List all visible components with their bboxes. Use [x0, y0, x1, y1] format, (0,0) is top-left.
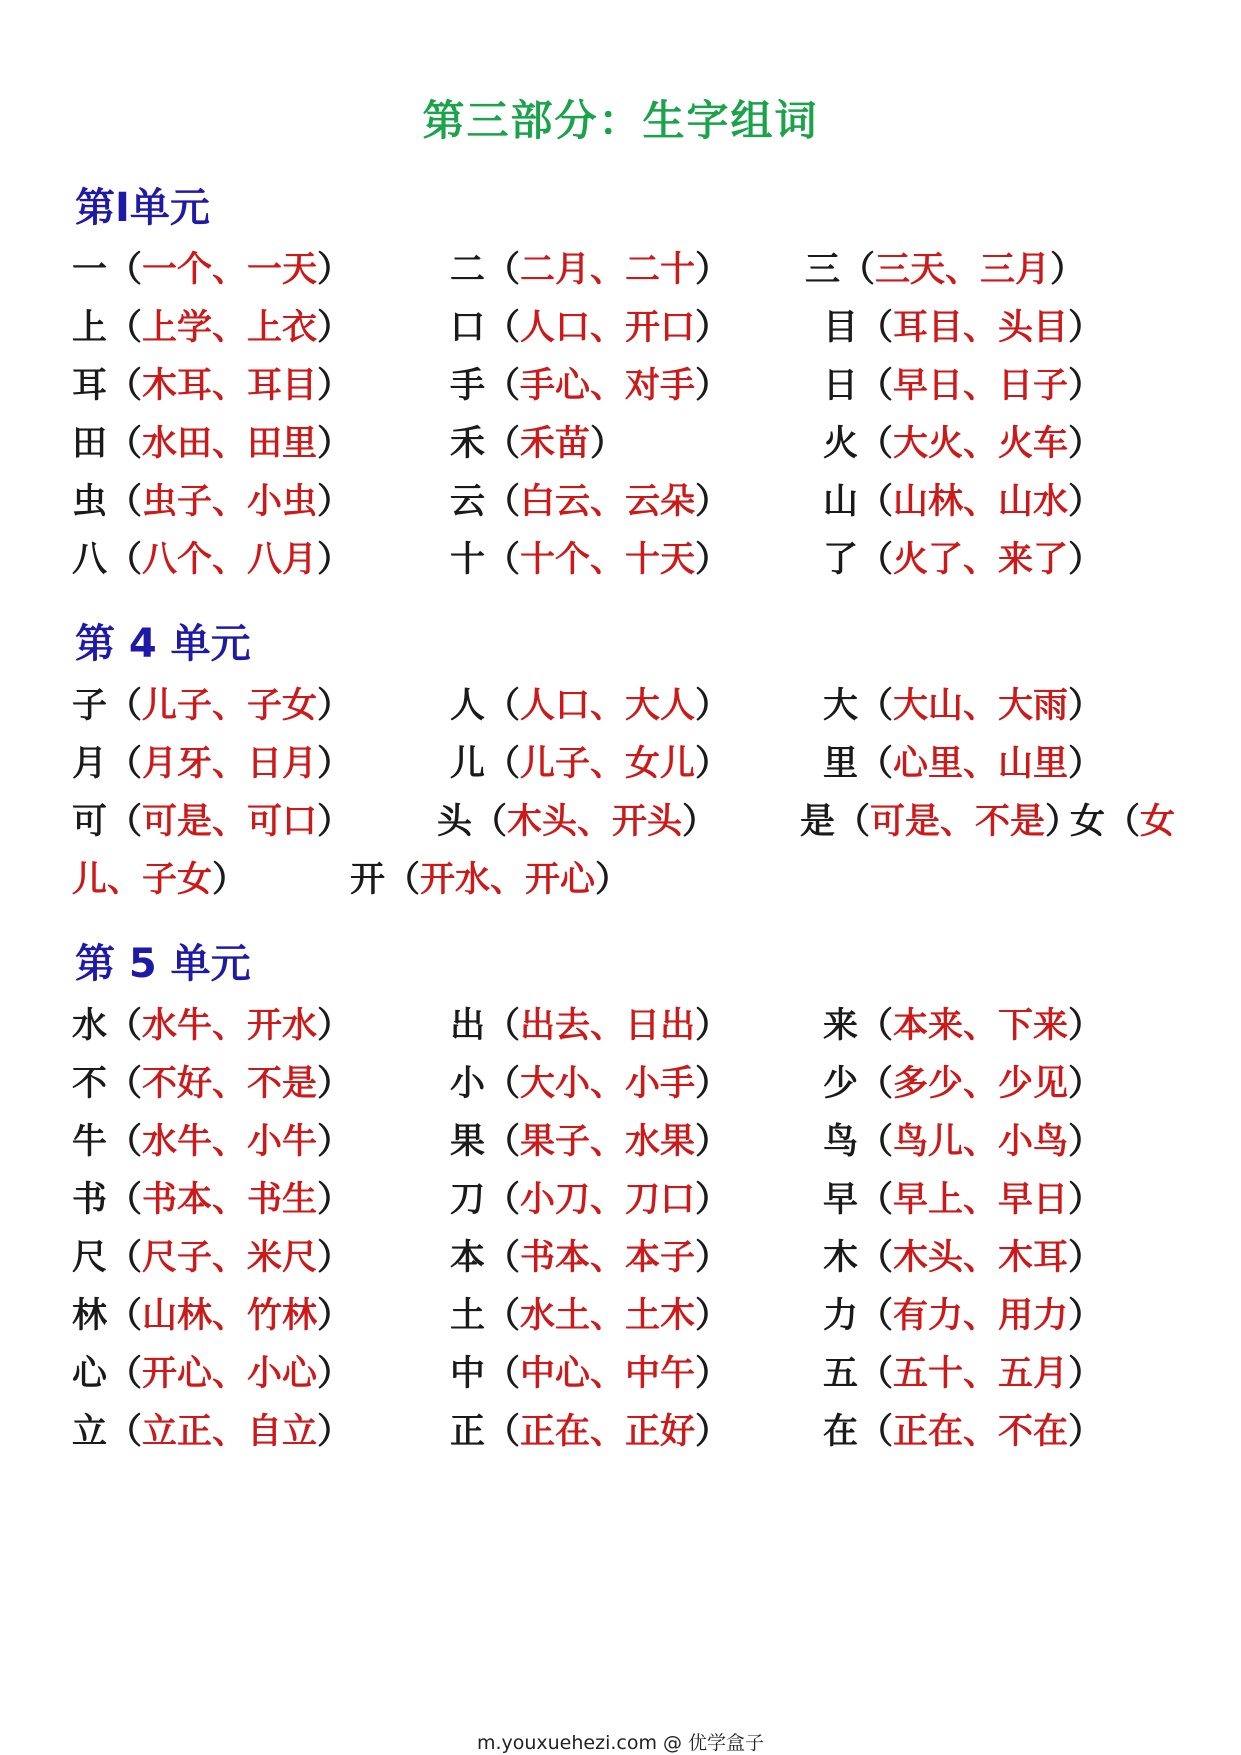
entry-char: 大 [823, 686, 859, 726]
entry-char: 鸟 [823, 1122, 859, 1162]
table-row [0, 1170, 1241, 1230]
list-item: 可（可是、可口） [72, 802, 353, 842]
entry-words: 水土、土木 [520, 1296, 696, 1336]
entry-words: 山林、山水 [893, 482, 1069, 522]
entry-words: 鸟儿、小鸟 [893, 1122, 1069, 1162]
section-title-unit-5: 第 5 单元 [75, 941, 251, 987]
entry-char: 书 [72, 1180, 108, 1220]
footer-watermark: m.youxuehezi.com @ 优学盒子 [476, 1732, 765, 1754]
entry-char: 小 [450, 1064, 486, 1104]
entry-char: 山 [823, 482, 859, 522]
entry-words: 大火、火车 [893, 424, 1069, 464]
list-item: 刀（小刀、刀口） [450, 1180, 731, 1220]
entry-words: 水牛、小牛 [142, 1122, 318, 1162]
list-item-wrapped-start: 女（女 [1070, 802, 1176, 842]
entry-char: 心 [72, 1354, 108, 1394]
list-item: 土（水土、土木） [450, 1296, 731, 1336]
table-row [0, 1112, 1241, 1172]
entry-char: 里 [823, 744, 859, 784]
list-item: 出（出去、日出） [450, 1006, 731, 1046]
table-row [0, 734, 1241, 794]
entry-words: 虫子、小虫 [142, 482, 318, 522]
list-item: 八（八个、八月） [72, 540, 353, 580]
entry-char: 力 [823, 1296, 859, 1336]
list-item: 头（木头、开头） [437, 802, 718, 842]
list-item: 早（早上、早日） [823, 1180, 1104, 1220]
list-item: 木（木头、木耳） [823, 1238, 1104, 1278]
entry-words: 火了、来了 [893, 540, 1069, 580]
entry-char: 开 [350, 860, 386, 900]
entry-words: 白云、云朵 [520, 482, 696, 522]
entry-char: 可 [72, 802, 108, 842]
entry-char: 尺 [72, 1238, 108, 1278]
entry-words: 果子、水果 [520, 1122, 696, 1162]
page-title: 第三部分：生字组词 [422, 96, 819, 145]
entry-char: 禾 [450, 424, 486, 464]
entry-char: 月 [72, 744, 108, 784]
entry-words: 不好、不是 [142, 1064, 318, 1104]
entry-char: 牛 [72, 1122, 108, 1162]
entry-words: 正在、不在 [893, 1412, 1069, 1452]
list-item: 五（五十、五月） [823, 1354, 1104, 1394]
entry-char: 头 [437, 802, 473, 842]
list-item: 上（上学、上衣） [72, 308, 353, 348]
entry-words: 本来、下来 [893, 1006, 1069, 1046]
list-item: 里（心里、山里） [823, 744, 1104, 784]
entry-char: 是 [800, 802, 836, 842]
list-item: 人（人口、大人） [450, 686, 731, 726]
entry-char: 口 [450, 308, 486, 348]
entry-char: 少 [823, 1064, 859, 1104]
table-row [0, 240, 1241, 300]
entry-words: 十个、十天 [520, 540, 696, 580]
list-item: 在（正在、不在） [823, 1412, 1104, 1452]
entry-char: 中 [450, 1354, 486, 1394]
entry-words: 儿子、女儿 [520, 744, 696, 784]
list-item: 一（一个、一天） [72, 250, 353, 290]
entry-char: 不 [72, 1064, 108, 1104]
entry-char: 立 [72, 1412, 108, 1452]
list-item: 子（儿子、子女） [72, 686, 353, 726]
entry-words: 一个、一天 [142, 250, 318, 290]
table-row [0, 298, 1241, 358]
entry-words: 五十、五月 [893, 1354, 1069, 1394]
list-item: 十（十个、十天） [450, 540, 731, 580]
list-item: 了（火了、来了） [823, 540, 1104, 580]
list-item: 小（大小、小手） [450, 1064, 731, 1104]
section-title-unit-1: 第Ⅰ单元 [75, 185, 210, 231]
entry-words: 人口、开口 [520, 308, 696, 348]
entry-char: 田 [72, 424, 108, 464]
table-row [0, 1286, 1241, 1346]
entry-char: 一 [72, 250, 108, 290]
list-item: 林（山林、竹林） [72, 1296, 353, 1336]
entry-char: 出 [450, 1006, 486, 1046]
table-row [0, 1402, 1241, 1462]
entry-words: 禾苗 [520, 424, 591, 464]
list-item: 鸟（鸟儿、小鸟） [823, 1122, 1104, 1162]
list-item: 水（水牛、开水） [72, 1006, 353, 1046]
list-item: 月（月牙、日月） [72, 744, 353, 784]
entry-char: 十 [450, 540, 486, 580]
entry-words: 开水、开心 [420, 860, 596, 900]
entry-words: 月牙、日月 [142, 744, 318, 784]
entry-words: 二月、二十 [520, 250, 696, 290]
entry-char: 五 [823, 1354, 859, 1394]
table-row [0, 1344, 1241, 1404]
entry-char: 林 [72, 1296, 108, 1336]
table-row [0, 530, 1241, 590]
list-item: 不（不好、不是） [72, 1064, 353, 1104]
entry-char: 人 [450, 686, 486, 726]
table-row [0, 792, 1241, 852]
list-item: 开（开水、开心） [350, 860, 631, 900]
entry-words: 儿、子女 [72, 860, 213, 900]
entry-words: 八个、八月 [142, 540, 318, 580]
entry-words: 书本、本子 [520, 1238, 696, 1278]
entry-words: 中心、中午 [520, 1354, 696, 1394]
entry-char: 日 [823, 366, 859, 406]
table-row [0, 996, 1241, 1056]
entry-char: 子 [72, 686, 108, 726]
entry-char: 在 [823, 1412, 859, 1452]
list-item: 心（开心、小心） [72, 1354, 353, 1394]
entry-words: 大小、小手 [520, 1064, 696, 1104]
list-item: 立（立正、自立） [72, 1412, 353, 1452]
entry-words: 儿子、子女 [142, 686, 318, 726]
entry-char: 耳 [72, 366, 108, 406]
list-item: 禾（禾苗） [450, 424, 626, 464]
entry-words: 尺子、米尺 [142, 1238, 318, 1278]
entry-char: 了 [823, 540, 859, 580]
entry-char: 女 [1070, 802, 1106, 842]
list-item: 书（书本、书生） [72, 1180, 353, 1220]
list-item: 口（人口、开口） [450, 308, 731, 348]
entry-words: 书本、书生 [142, 1180, 318, 1220]
table-row [0, 1054, 1241, 1114]
entry-words: 人口、大人 [520, 686, 696, 726]
list-item-wrapped-end: 儿、子女） [72, 860, 248, 900]
entry-words: 大山、大雨 [893, 686, 1069, 726]
list-item: 手（手心、对手） [450, 366, 731, 406]
entry-words: 女 [1140, 802, 1176, 842]
list-item: 儿（儿子、女儿） [450, 744, 731, 784]
entry-char: 火 [823, 424, 859, 464]
entry-char: 早 [823, 1180, 859, 1220]
entry-words: 早日、日子 [893, 366, 1069, 406]
entry-char: 木 [823, 1238, 859, 1278]
list-item: 大（大山、大雨） [823, 686, 1104, 726]
section-title-unit-4: 第 4 单元 [75, 621, 251, 667]
entry-words: 上学、上衣 [142, 308, 318, 348]
table-row [0, 850, 1241, 910]
entry-char: 土 [450, 1296, 486, 1336]
entry-char: 虫 [72, 482, 108, 522]
entry-char: 本 [450, 1238, 486, 1278]
list-item: 目（耳目、头目） [823, 308, 1104, 348]
entry-char: 果 [450, 1122, 486, 1162]
list-item: 果（果子、水果） [450, 1122, 731, 1162]
entry-char: 八 [72, 540, 108, 580]
entry-words: 可是、不是 [870, 802, 1046, 842]
list-item: 中（中心、中午） [450, 1354, 731, 1394]
entry-words: 有力、用力 [893, 1296, 1069, 1336]
entry-words: 小刀、刀口 [520, 1180, 696, 1220]
table-row [0, 1228, 1241, 1288]
table-row [0, 356, 1241, 416]
entry-char: 上 [72, 308, 108, 348]
entry-words: 早上、早日 [893, 1180, 1069, 1220]
list-item: 尺（尺子、米尺） [72, 1238, 353, 1278]
entry-char: 目 [823, 308, 859, 348]
entry-words: 木耳、耳目 [142, 366, 318, 406]
entry-char: 云 [450, 482, 486, 522]
list-item: 火（大火、火车） [823, 424, 1104, 464]
entry-char: 正 [450, 1412, 486, 1452]
list-item: 云（白云、云朵） [450, 482, 731, 522]
entry-words: 开心、小心 [142, 1354, 318, 1394]
list-item: 力（有力、用力） [823, 1296, 1104, 1336]
entry-words: 耳目、头目 [893, 308, 1069, 348]
entry-char: 水 [72, 1006, 108, 1046]
entry-char: 三 [805, 250, 841, 290]
table-row [0, 414, 1241, 474]
entry-words: 出去、日出 [520, 1006, 696, 1046]
entry-words: 水田、田里 [142, 424, 318, 464]
entry-words: 立正、自立 [142, 1412, 318, 1452]
table-row [0, 472, 1241, 532]
entry-char: 二 [450, 250, 486, 290]
list-item: 耳（木耳、耳目） [72, 366, 353, 406]
entry-words: 手心、对手 [520, 366, 696, 406]
list-item: 正（正在、正好） [450, 1412, 731, 1452]
entry-words: 多少、少见 [893, 1064, 1069, 1104]
entry-words: 木头、木耳 [893, 1238, 1069, 1278]
list-item: 牛（水牛、小牛） [72, 1122, 353, 1162]
entry-char: 手 [450, 366, 486, 406]
entry-char: 来 [823, 1006, 859, 1046]
list-item: 来（本来、下来） [823, 1006, 1104, 1046]
entry-char: 刀 [450, 1180, 486, 1220]
list-item: 虫（虫子、小虫） [72, 482, 353, 522]
table-row [0, 676, 1241, 736]
list-item: 田（水田、田里） [72, 424, 353, 464]
entry-words: 木头、开头 [507, 802, 683, 842]
entry-char: 儿 [450, 744, 486, 784]
list-item: 少（多少、少见） [823, 1064, 1104, 1104]
list-item: 山（山林、山水） [823, 482, 1104, 522]
entry-words: 正在、正好 [520, 1412, 696, 1452]
list-item: 三（三天、三月） [805, 250, 1086, 290]
entry-words: 水牛、开水 [142, 1006, 318, 1046]
entry-words: 山林、竹林 [142, 1296, 318, 1336]
list-item: 是（可是、不是） [800, 802, 1081, 842]
entry-words: 三天、三月 [875, 250, 1051, 290]
list-item: 二（二月、二十） [450, 250, 731, 290]
entry-words: 心里、山里 [893, 744, 1069, 784]
list-item: 本（书本、本子） [450, 1238, 731, 1278]
list-item: 日（早日、日子） [823, 366, 1104, 406]
entry-words: 可是、可口 [142, 802, 318, 842]
